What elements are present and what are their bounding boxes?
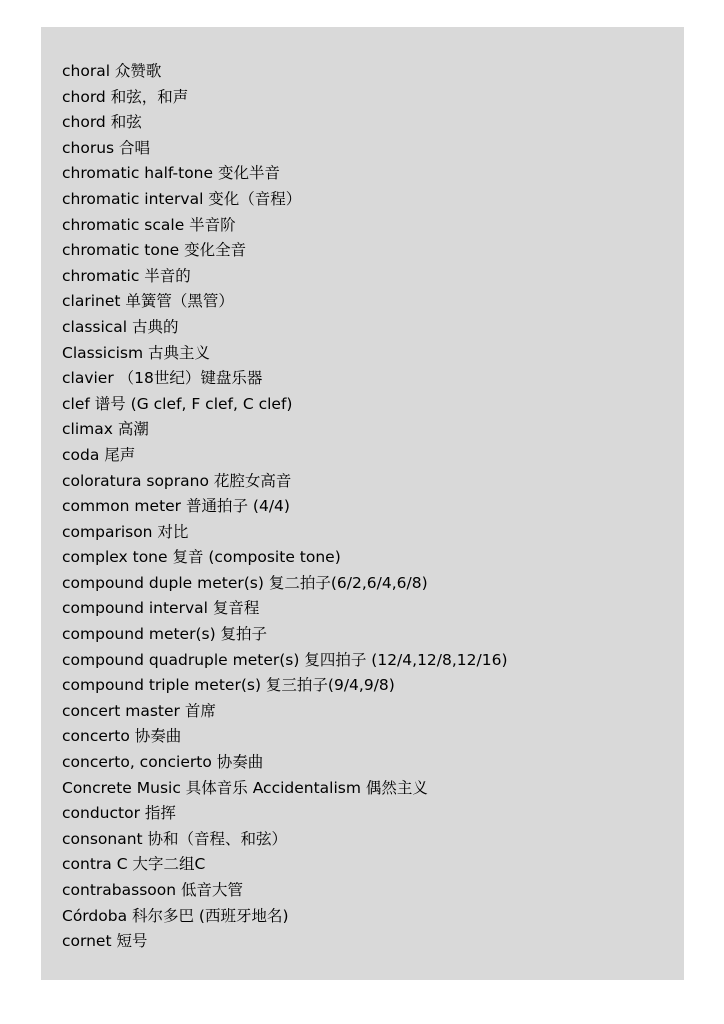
glossary-entry: compound interval 复音程 [62, 599, 260, 618]
glossary-entry: compound quadruple meter(s) 复四拍子 (12/4,12/8,12/16) [62, 650, 508, 669]
glossary-entry: comparison 对比 [62, 522, 189, 541]
glossary-entry: common meter 普通拍子 (4/4) [62, 497, 290, 516]
glossary-entry: complex tone 复音 (composite tone) [62, 548, 341, 567]
glossary-entry: compound meter(s) 复拍子 [62, 625, 268, 644]
glossary-entry: choral 众赞歌 [62, 62, 162, 80]
glossary-entry: compound duple meter(s) 复二拍子(6/2,6/4,6/8) [62, 573, 428, 592]
glossary-entry: chord 和弦，和声 [62, 87, 189, 106]
glossary-entry: coda 尾声 [62, 445, 136, 464]
glossary-entry: clef 谱号 (G clef, F clef, C clef) [62, 394, 293, 413]
document-page [41, 27, 684, 980]
glossary-entry: classical 古典的 [62, 317, 179, 336]
glossary-entry: cornet 短号 [62, 932, 148, 951]
glossary-entry: chromatic half-tone 变化半音 [62, 164, 280, 183]
glossary-entry: contrabassoon 低音大管 [62, 881, 243, 899]
glossary-entry: clavier （18世纪）键盘乐器 [62, 369, 263, 388]
glossary-entry: concerto, concierto 协奏曲 [62, 753, 264, 772]
glossary-entry: conductor 指挥 [62, 804, 176, 823]
glossary-entry: Concrete Music 具体音乐 Accidentalism 偶然主义 [62, 778, 428, 797]
glossary-entry: compound triple meter(s) 复三拍子(9/4,9/8) [62, 676, 395, 695]
glossary-entry-list [62, 59, 672, 955]
glossary-entry: chord 和弦 [62, 113, 142, 132]
glossary-entry: Classicism 古典主义 [62, 343, 211, 362]
glossary-entry: chromatic tone 变化全音 [62, 241, 247, 260]
glossary-entry: Córdoba 科尔多巴 (西班牙地名) [62, 906, 289, 925]
glossary-entry: chromatic interval 变化（音程） [62, 189, 302, 208]
glossary-entry: contra C 大字二组C [62, 855, 206, 874]
glossary-entry: concert master 首席 [62, 701, 216, 720]
glossary-entry: clarinet 单簧管（黑管） [62, 292, 234, 311]
glossary-entry: climax 高潮 [62, 420, 149, 439]
glossary-entry: chromatic 半音的 [62, 266, 191, 285]
glossary-entry: consonant 协和（音程、和弦） [62, 829, 288, 848]
glossary-entry: concerto 协奏曲 [62, 727, 182, 746]
glossary-entry: chorus 合唱 [62, 138, 151, 157]
glossary-entry: coloratura soprano 花腔女高音 [62, 471, 292, 490]
glossary-entry: chromatic scale 半音阶 [62, 215, 236, 234]
